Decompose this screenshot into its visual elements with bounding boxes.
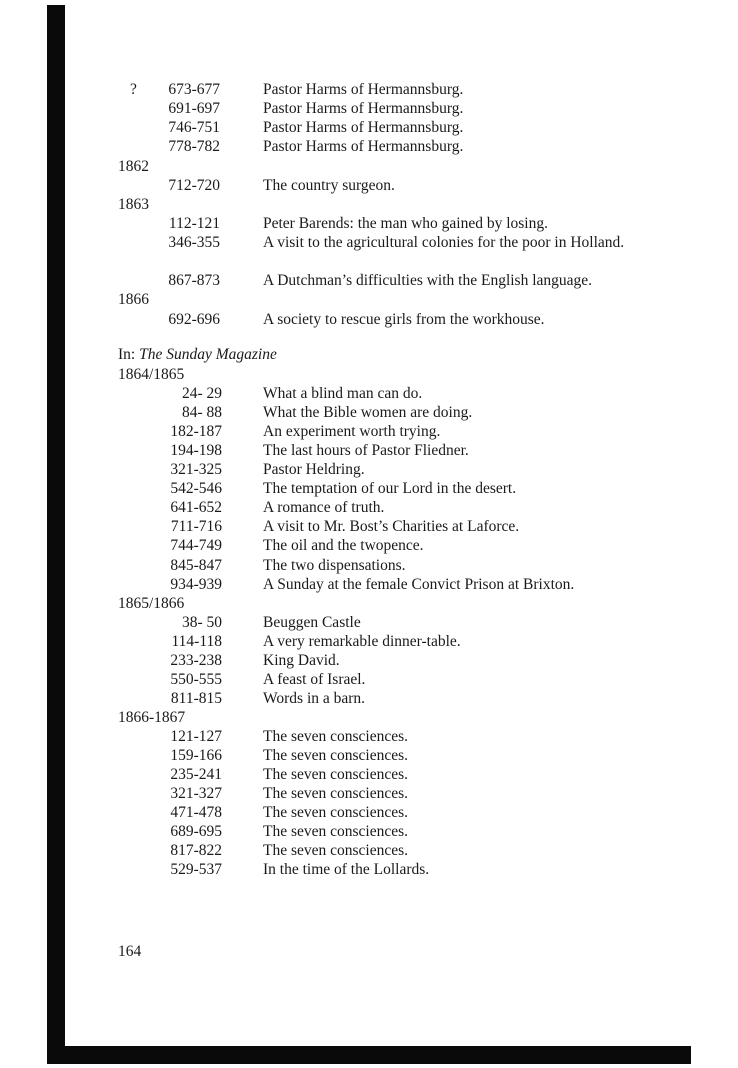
- article-title: A Sunday at the female Convict Prison at Brixton.: [263, 575, 575, 593]
- page-range: 24- 29: [181, 385, 222, 403]
- article-title: What a blind man can do.: [263, 385, 423, 403]
- article-title: A society to rescue girls from the workhouse.: [263, 311, 545, 328]
- page-range: 712-720: [168, 177, 220, 194]
- page-range: 321-325: [170, 461, 222, 479]
- page-range: 182-187: [170, 423, 222, 441]
- page-range: 84- 88: [181, 404, 222, 422]
- page-range: 529-537: [170, 861, 222, 879]
- page-range: 542-546: [170, 480, 222, 498]
- page-range: 121-127: [170, 727, 222, 745]
- page-number: 164: [118, 943, 142, 960]
- article-title: The oil and the twopence.: [263, 537, 424, 555]
- article-title: The two dispensations.: [263, 556, 406, 574]
- bottom-scan-border: [47, 1046, 691, 1064]
- article-title: The seven consciences.: [263, 747, 409, 764]
- article-title: Pastor Harms of Hermannsburg.: [263, 138, 464, 155]
- article-title: Words in a barn.: [263, 689, 366, 707]
- page-range: 235-241: [170, 766, 222, 784]
- article-title: Peter Barends: the man who gained by losing.: [263, 215, 548, 232]
- page-range: 867-873: [168, 272, 220, 289]
- article-title: King David.: [263, 651, 340, 669]
- page-range: 38- 50: [181, 613, 222, 631]
- page-range: 673-677: [168, 81, 220, 98]
- article-title: The seven consciences.: [263, 823, 409, 841]
- page-range: 641-652: [170, 499, 222, 517]
- article-title: A very remarkable dinner-table.: [263, 632, 461, 650]
- article-title: In the time of the Lollards.: [263, 861, 430, 879]
- page-range: 346-355: [168, 234, 220, 251]
- article-title: The last hours of Pastor Fliedner.: [263, 442, 469, 460]
- article-title: The seven consciences.: [263, 727, 409, 745]
- page-range: 845-847: [170, 556, 222, 574]
- article-title: A romance of truth.: [263, 499, 385, 517]
- article-title: A visit to Mr. Bost’s Charities at Laforce.: [263, 518, 520, 536]
- page-range: 817-822: [170, 842, 222, 860]
- page-range: 811-815: [170, 689, 222, 707]
- article-title: The country surgeon.: [263, 177, 395, 194]
- article-title: Beuggen Castle: [263, 613, 361, 631]
- page-range: 321-327: [170, 785, 222, 803]
- year-label: 1866-1867: [118, 708, 186, 726]
- page-range: 112-121: [168, 215, 220, 232]
- article-title: The temptation of our Lord in the desert.: [263, 480, 517, 498]
- page-range: 689-695: [170, 823, 222, 841]
- page-range: 194-198: [170, 442, 222, 460]
- article-title: Pastor Heldring.: [263, 461, 365, 479]
- article-title: A feast of Israel.: [263, 670, 366, 688]
- page-range: 711-716: [170, 518, 222, 536]
- year-label: 1866: [118, 291, 149, 308]
- year-label: 1865/1866: [118, 594, 185, 612]
- article-title: A visit to the agricultural colonies for the poor in Holland.: [263, 234, 625, 251]
- uncertain-mark: ?: [130, 81, 137, 98]
- left-scan-border: [47, 5, 65, 1064]
- article-title: The seven consciences.: [263, 785, 409, 803]
- article-title: Pastor Harms of Hermannsburg.: [263, 100, 464, 117]
- year-label: 1862: [118, 158, 149, 175]
- magazine-title: The Sunday Magazine: [139, 346, 277, 363]
- article-title: The seven consciences.: [263, 766, 409, 784]
- page-range: 233-238: [170, 651, 222, 669]
- article-title: A Dutchman’s difficulties with the English language.: [263, 272, 593, 289]
- page-range: 934-939: [170, 575, 222, 593]
- article-title: An experiment worth trying.: [263, 423, 441, 441]
- article-title: The seven consciences.: [263, 842, 409, 860]
- heading-prefix: In:: [118, 346, 140, 363]
- page-range: 692-696: [168, 311, 220, 328]
- year-label: 1863: [118, 196, 149, 213]
- page-range: 114-118: [171, 632, 222, 650]
- article-title: The seven consciences.: [263, 804, 409, 822]
- article-title: Pastor Harms of Hermannsburg.: [263, 81, 464, 98]
- page-range: 550-555: [170, 670, 222, 688]
- page-range: 744-749: [170, 537, 222, 555]
- page-range: 159-166: [170, 747, 222, 764]
- magazine-heading: [118, 345, 277, 364]
- page-range: 746-751: [168, 119, 220, 136]
- page-range: 471-478: [170, 804, 222, 822]
- page-range: 778-782: [168, 138, 220, 155]
- year-label: 1864/1865: [118, 366, 185, 383]
- page-range: 691-697: [168, 100, 220, 117]
- article-title: What the Bible women are doing.: [263, 404, 473, 422]
- article-title: Pastor Harms of Hermannsburg.: [263, 119, 464, 136]
